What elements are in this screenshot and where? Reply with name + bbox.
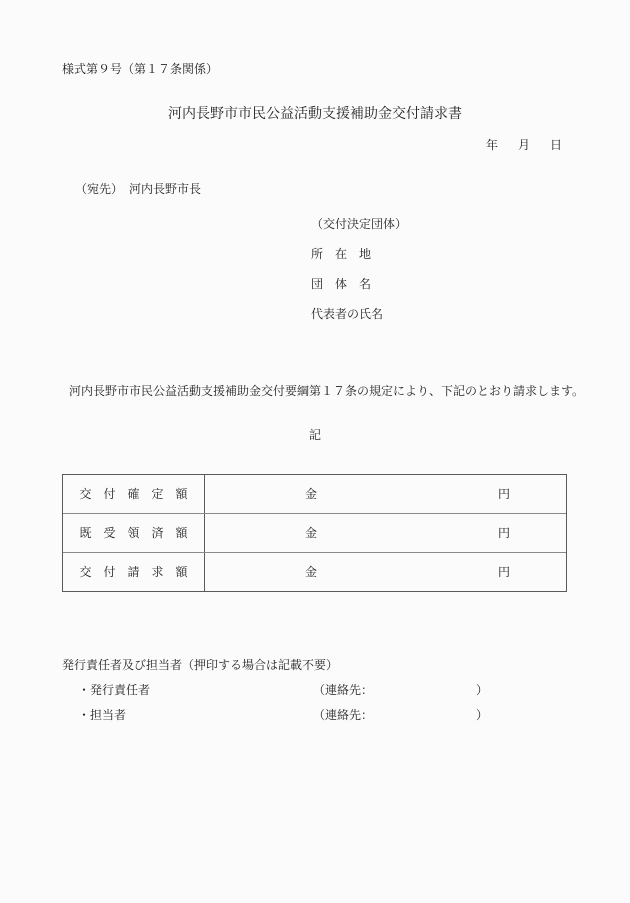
row-value-received-amount (205, 514, 566, 552)
row-value-confirmed-amount (205, 475, 566, 513)
row-label-confirmed-amount: 交 付 確 定 額 (63, 475, 205, 513)
table-row-requested-amount (63, 552, 566, 591)
row-value-requested-amount (205, 553, 566, 591)
issuer-responsible-row (0, 683, 630, 699)
currency-suffix: 円 (497, 487, 510, 501)
staff-in-charge-contact-field (313, 708, 488, 722)
table-row-received-amount (63, 513, 566, 552)
contact-field-close: ） (475, 683, 488, 697)
row-label-requested-amount: 交 付 請 求 額 (63, 553, 205, 591)
date-fill-in-line: 年 月 日 (486, 138, 567, 152)
row-label-received-amount: 既 受 領 済 額 (63, 514, 205, 552)
amount-table (62, 474, 567, 592)
form-number: 様式第９号（第１７条関係） (62, 62, 219, 76)
recipient-heading: （交付決定団体） (311, 217, 408, 231)
issuer-responsible-label: ・発行責任者 (78, 683, 151, 697)
currency-suffix: 円 (497, 565, 510, 579)
record-marker: 記 (308, 428, 321, 442)
recipient-representative-label: 代表者の氏名 (311, 307, 384, 321)
staff-in-charge-label: ・担当者 (78, 708, 127, 722)
contact-field-open: （連絡先： (313, 708, 374, 722)
recipient-group-name-label: 団 体 名 (311, 277, 372, 291)
staff-in-charge-row (0, 708, 630, 724)
contact-field-open: （連絡先： (313, 683, 374, 697)
recipient-block (311, 217, 407, 337)
issuer-section-heading: 発行責任者及び担当者（押印する場合は記載不要） (62, 658, 339, 672)
recipient-address-label: 所 在 地 (311, 247, 372, 261)
currency-prefix: 金 (305, 565, 318, 579)
page-title: 河内長野市市民公益活動支援補助金交付請求書 (168, 107, 462, 122)
table-row-confirmed-amount (63, 475, 566, 513)
currency-suffix: 円 (497, 526, 510, 540)
currency-prefix: 金 (305, 526, 318, 540)
currency-prefix: 金 (305, 487, 318, 501)
request-statement: 河内長野市市民公益活動支援補助金交付要綱第１７条の規定により、下記のとおり請求します。 (69, 384, 585, 398)
addressee-line: （宛先） 河内長野市長 (75, 182, 202, 196)
contact-field-close: ） (475, 708, 488, 722)
issuer-responsible-contact-field (313, 683, 488, 697)
